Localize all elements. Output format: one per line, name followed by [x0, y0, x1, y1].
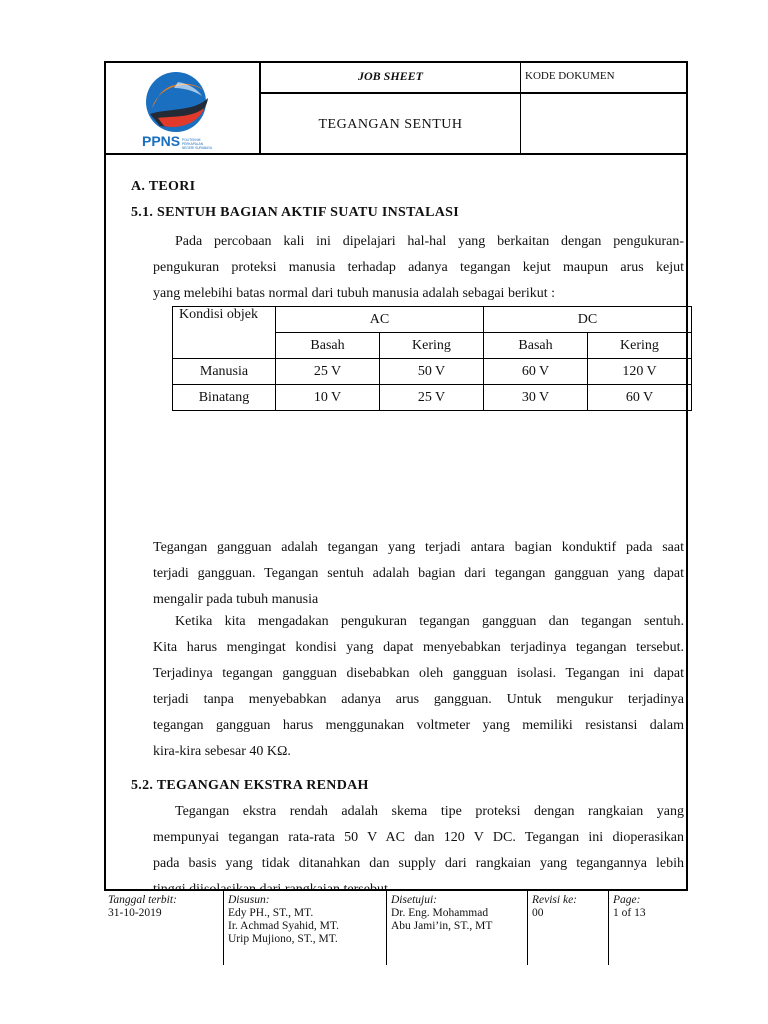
section-5-2-heading: 5.2. TEGANGAN EKSTRA RENDAH: [131, 778, 369, 793]
job-sheet-label: JOB SHEET: [260, 61, 521, 93]
voltage-limits-table: [172, 306, 692, 411]
table-subheader: Basah: [276, 333, 380, 359]
paragraph-intro: [153, 229, 684, 307]
tanggal-label: Tanggal terbit:: [108, 894, 177, 906]
disetujui-label: Disetujui:: [391, 894, 437, 906]
row-label: Binatang: [173, 385, 276, 411]
disusun-label: Disusun:: [228, 894, 270, 906]
disetujui-name: Abu Jami’in, ST., MT: [391, 920, 493, 932]
paragraph-pengukuran: [153, 609, 684, 765]
text-line: kira-kira sebesar 40 KΩ.: [153, 744, 291, 759]
footer-disusun: [223, 891, 386, 965]
page-label: Page:: [613, 894, 641, 906]
document-footer: [104, 891, 688, 964]
section-5-1-heading: 5.1. SENTUH BAGIAN AKTIF SUATU INSTALASI: [131, 205, 459, 220]
table-cell: 30 V: [484, 385, 588, 411]
page-value: 1 of 13: [613, 907, 646, 919]
table-subheader: Basah: [484, 333, 588, 359]
svg-text:POLITEKNIK: POLITEKNIK: [182, 138, 201, 142]
table-group-header: AC: [276, 307, 484, 333]
table-row: [173, 359, 692, 385]
paragraph-gangguan: [153, 535, 684, 613]
text-line: Ketika kita mengadakan pengukuran tegangan gangguan dan tegangan sentuh.: [175, 614, 684, 629]
text-line: mempunyai tegangan rata-rata 50 V AC dan 120 V DC. Tegangan ini dioperasikan: [153, 830, 684, 845]
text-line: Tegangan gangguan adalah tegangan yang terjadi antara bagian konduktif pada saat: [153, 540, 684, 555]
text-line: mengalir pada tubuh manusia: [153, 592, 319, 607]
text-line: terjadi tanpa menyebabkan adanya arus gangguan. Untuk mengukur terjadinya: [153, 692, 684, 707]
table-subheader: Kering: [588, 333, 692, 359]
table-cell: 10 V: [276, 385, 380, 411]
footer-revisi: [527, 891, 608, 965]
svg-text:PERKAPALAN: PERKAPALAN: [182, 142, 204, 146]
kode-dokumen-label: KODE DOKUMEN: [521, 61, 688, 93]
table-corner-header: Kondisi objek: [173, 307, 276, 359]
text-line: [153, 877, 684, 889]
table-cell: 50 V: [380, 359, 484, 385]
disusun-name: Ir. Achmad Syahid, MT.: [228, 920, 339, 932]
text-line: Terjadinya tegangan gangguan disebabkan oleh gangguan isolasi. Tegangan ini dapat: [153, 666, 684, 681]
text-line: yang melebihi batas normal dari tubuh manusia adalah sebagai berikut :: [153, 286, 555, 301]
text-line: tegangan gangguan harus menggunakan voltmeter yang memiliki resistansi dalam: [153, 718, 684, 733]
disusun-name: Edy PH., ST., MT.: [228, 907, 314, 919]
logo-wordmark: PPNS: [142, 133, 181, 149]
table-cell: 25 V: [276, 359, 380, 385]
text-line: pada basis yang tidak ditanahkan dan supply dari rangkaian yang tegangannya lebih: [153, 856, 684, 871]
table-cell: 60 V: [484, 359, 588, 385]
table-cell: 60 V: [588, 385, 692, 411]
kode-dokumen-value: [521, 93, 688, 155]
text-line: Kita harus mengingat kondisi yang dapat menyebabkan terjadinya tegangan tersebut.: [153, 640, 684, 655]
section-a-heading: A. TEORI: [131, 179, 196, 194]
text-line: Tegangan ekstra rendah adalah skema tipe proteksi dengan rangkaian yang: [175, 804, 684, 819]
tanggal-value: 31-10-2019: [108, 907, 162, 919]
text-line: terjadi gangguan. Tegangan sentuh adalah bagian dari tegangan gangguan yang dapat: [153, 566, 684, 581]
svg-text:NEGERI SURABAYA: NEGERI SURABAYA: [182, 146, 212, 150]
disusun-name: Urip Mujiono, ST., MT.: [228, 933, 338, 945]
table-cell: 120 V: [588, 359, 692, 385]
paragraph-ekstra-rendah: [153, 799, 684, 889]
revisi-value: 00: [532, 907, 544, 919]
ppns-logo: [138, 68, 228, 152]
table-group-header: DC: [484, 307, 692, 333]
text-line: Pada percobaan kali ini dipelajari hal-hal yang berkaitan dengan pengukuran-: [175, 234, 684, 249]
text-line: pengukuran proteksi manusia terhadap adanya tegangan kejut maupun arus kejut: [153, 260, 684, 275]
footer-disetujui: [386, 891, 527, 965]
row-label: Manusia: [173, 359, 276, 385]
revisi-label: Revisi ke:: [532, 894, 578, 906]
footer-tanggal: [104, 891, 223, 965]
table-subheader: Kering: [380, 333, 484, 359]
document-title: TEGANGAN SENTUH: [260, 93, 521, 155]
disetujui-name: Dr. Eng. Mohammad: [391, 907, 489, 919]
table-cell: 25 V: [380, 385, 484, 411]
table-row: [173, 385, 692, 411]
footer-page: [608, 891, 688, 965]
